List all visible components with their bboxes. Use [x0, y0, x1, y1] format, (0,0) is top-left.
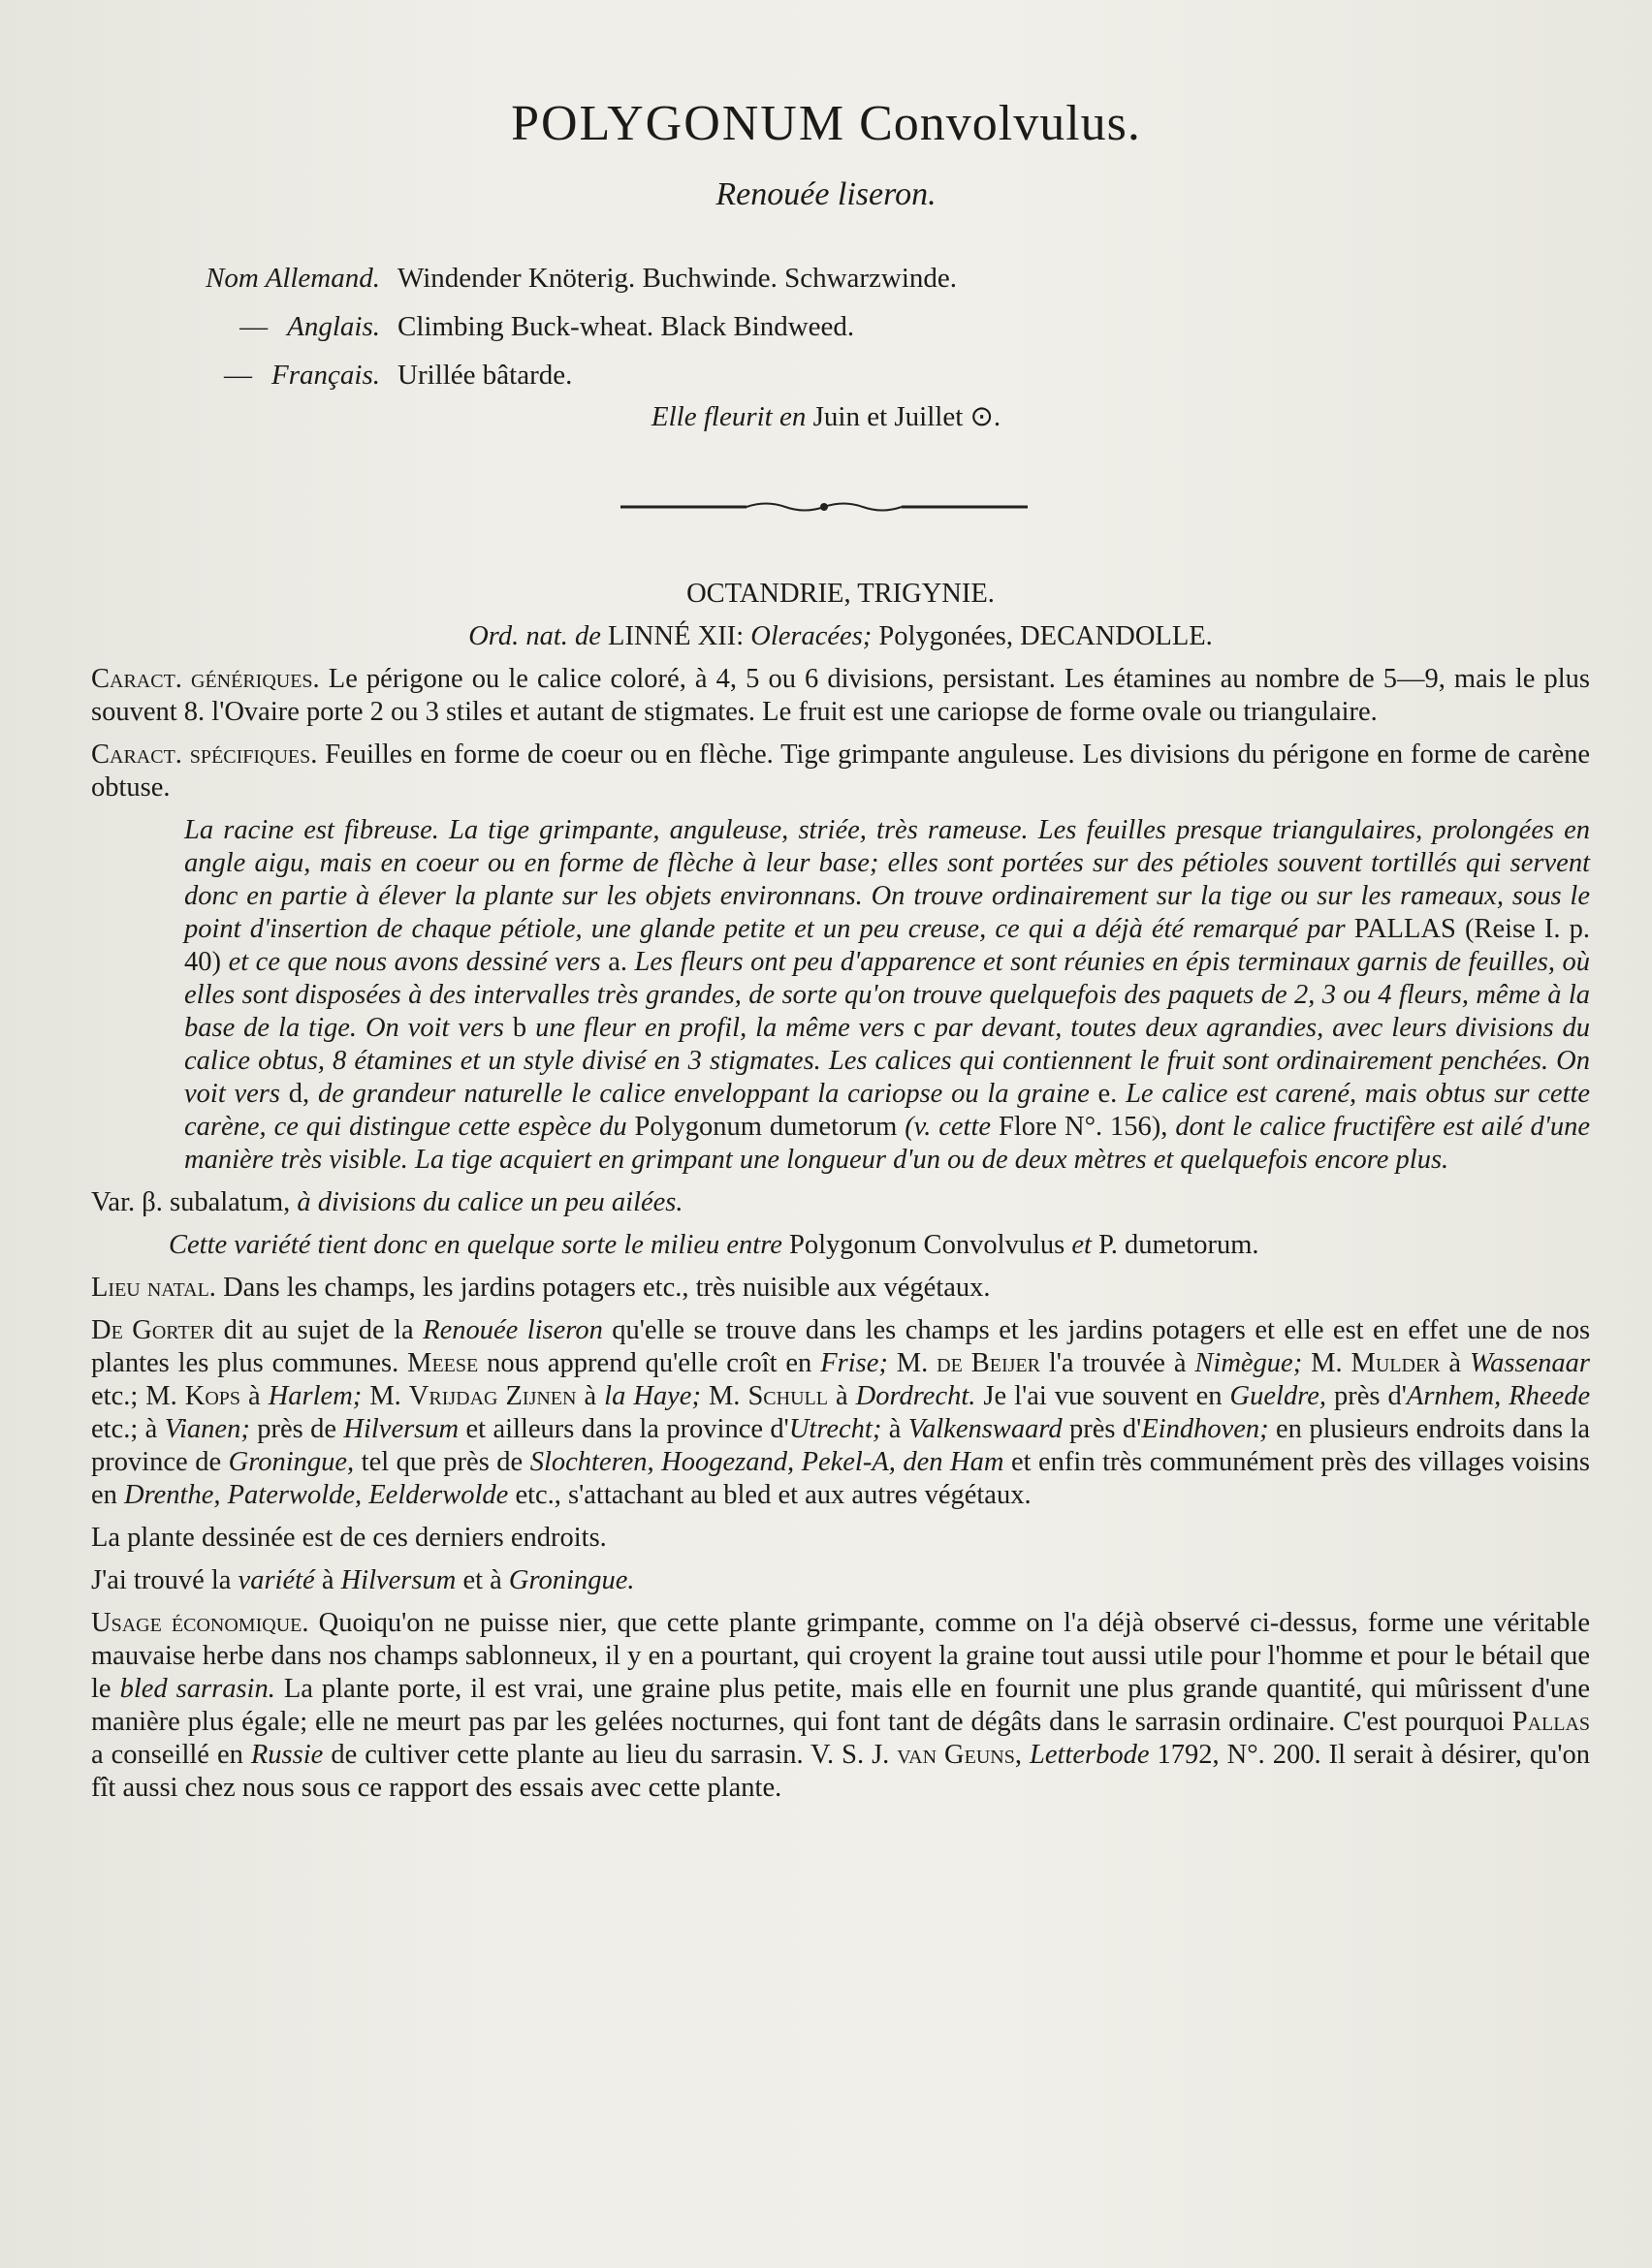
- common-name-row: [145, 351, 957, 399]
- place: Groningue,: [228, 1447, 355, 1477]
- language: Nom Allemand.: [206, 263, 380, 294]
- common-name-row: [145, 254, 957, 302]
- author: LINNÉ: [608, 621, 691, 651]
- text: et ailleurs dans la province d': [465, 1414, 789, 1444]
- family-name: Oleracées;: [750, 621, 873, 651]
- localities: [91, 1314, 1590, 1512]
- author: Pallas: [1511, 1707, 1591, 1737]
- text: une fleur en profil, la même vers: [535, 1013, 905, 1043]
- section-text: Dans les champs, les jardins potagers etc., très nuisible aux végétaux.: [223, 1273, 991, 1303]
- flowering-line: [0, 399, 1652, 433]
- names: Climbing Buck-wheat. Black Bindweed.: [397, 311, 855, 342]
- text: variété: [238, 1565, 315, 1595]
- text: de cultiver cette plante au lieu du sarrasin. V.: [331, 1740, 835, 1770]
- text: tel que près de: [361, 1447, 524, 1477]
- text: M.: [896, 1348, 929, 1378]
- section-label: Caract. génériques.: [91, 664, 320, 694]
- text: par devant, toutes deux agrandies, avec leurs divisions du calice obtus, 8 étamines et un style divisé en 3 stigmates. Les calices qui contiennent le fruit sont ordinairement penchées. On voit vers: [184, 1013, 1591, 1109]
- figure-ref: e.: [1097, 1079, 1118, 1109]
- text: à: [248, 1381, 261, 1411]
- author: Mulder: [1350, 1348, 1441, 1378]
- text: en plusieurs endroits dans la province de: [91, 1414, 1591, 1477]
- text: M.: [369, 1381, 401, 1411]
- text: à: [1448, 1348, 1462, 1378]
- place: Gueldre,: [1229, 1381, 1327, 1411]
- text: et à: [462, 1565, 502, 1595]
- language-label: [145, 302, 397, 351]
- text: dont le calice fructifère est ailé d'une manière très visible. La tige acquiert en grimpant une longueur d'un ou de deux mètres et quelquefois encore plus.: [184, 1112, 1591, 1175]
- language: Français.: [271, 360, 380, 391]
- text: et enfin très communément près des villages voisins en: [91, 1447, 1590, 1510]
- specific-characters: [91, 739, 1590, 804]
- place: Groningue.: [508, 1565, 635, 1595]
- language: Anglais.: [287, 311, 380, 342]
- place: Arnhem, Rheede: [1406, 1381, 1591, 1411]
- generic-characters: [91, 663, 1590, 729]
- text: à: [835, 1381, 848, 1411]
- place: Russie: [250, 1740, 324, 1770]
- place: Harlem;: [268, 1381, 363, 1411]
- variety-label: Var. β. subalatum,: [91, 1187, 291, 1217]
- section-label: Caract. spécifiques.: [91, 740, 318, 770]
- text: a conseillé en: [91, 1740, 243, 1770]
- place: Slochteren, Hoogezand, Pekel-A, den Ham: [529, 1447, 1004, 1477]
- habitat: [91, 1272, 1590, 1305]
- language-label: [145, 351, 397, 399]
- variety: [91, 1186, 1590, 1219]
- author: De Gorter: [91, 1315, 215, 1345]
- dash: —: [224, 360, 253, 391]
- text: 1792, N°. 200. Il serait à désirer, qu'on fît aussi chez nous sous ce rapport des essais avec cette plante.: [91, 1740, 1591, 1803]
- place: Drenthe, Paterwolde, Eelderwolde: [124, 1480, 509, 1510]
- place: Valkenswaard: [907, 1414, 1063, 1444]
- place: Hilversum: [340, 1565, 457, 1595]
- author: S. J. van Geuns,: [842, 1740, 1022, 1770]
- place: Eindhoven;: [1141, 1414, 1269, 1444]
- place: Vianen;: [164, 1414, 250, 1444]
- place: la Haye;: [604, 1381, 701, 1411]
- text: (v. cette: [905, 1112, 992, 1142]
- place: Nimègue;: [1194, 1348, 1303, 1378]
- place: Hilversum: [343, 1414, 460, 1444]
- found-note: [91, 1564, 1590, 1597]
- place: Utrecht;: [788, 1414, 882, 1444]
- reference: Flore N°. 156),: [998, 1112, 1168, 1142]
- text: et ce que nous avons dessiné vers: [228, 947, 601, 977]
- names: Urillée bâtarde.: [397, 360, 573, 391]
- species-name: Polygonum dumetorum: [634, 1112, 898, 1142]
- text: nous apprend qu'elle croît en: [487, 1348, 812, 1378]
- flowering-prefix: Elle fleurit en: [651, 401, 807, 432]
- text: à: [321, 1565, 334, 1595]
- text: dit au sujet de la: [223, 1315, 414, 1345]
- order-number: XII:: [697, 621, 745, 651]
- order-text: Ord. nat. de: [468, 621, 601, 651]
- text: Les fleurs ont peu d'apparence et sont réunies en épis terminaux garnis de feuilles, où elles sont disposées à des intervalles très grandes, de sorte qu'on trouve quelquefois des paquets de 2, 3 ou 4 fleurs, même à la base de la tige. On voit vers: [184, 947, 1591, 1043]
- text: l'a trouvée à: [1048, 1348, 1187, 1378]
- text: près d': [1334, 1381, 1407, 1411]
- author: Schull: [747, 1381, 828, 1411]
- description: [91, 814, 1590, 1177]
- reference: (Reise I. p. 40): [184, 914, 1590, 977]
- author: Meese: [407, 1348, 479, 1378]
- annual-symbol: ⊙.: [969, 401, 1001, 432]
- names: Windender Knöterig. Buchwinde. Schwarzwinde.: [397, 263, 958, 294]
- variety-text: à divisions du calice un peu ailées.: [297, 1187, 683, 1217]
- text: La plante porte, il est vrai, une graine plus petite, mais elle en fournit une plus grande quantité, qui mûrissent d'une manière plus égale; elle ne meurt pas par les gelées nocturnes, qui font tant de dégâts dans le sarrasin ordinaire. C'est pourquoi: [91, 1674, 1591, 1737]
- language-label: [145, 254, 397, 302]
- title-species: Convolvulus.: [859, 96, 1141, 151]
- text: etc.; à: [91, 1414, 158, 1444]
- text: de grandeur naturelle le calice enveloppant la cariopse ou la graine: [317, 1079, 1090, 1109]
- page-title: [0, 95, 1652, 152]
- family-name: Polygonées,: [878, 621, 1013, 651]
- title-genus: POLYGONUM: [511, 96, 846, 151]
- text: etc., s'attachant au bled et aux autres végétaux.: [515, 1480, 1032, 1510]
- text: près de: [257, 1414, 336, 1444]
- author: de Beijer: [937, 1348, 1040, 1378]
- text: Le calice est carené, mais obtus sur cette carène, ce qui distingue cette espèce du: [184, 1079, 1591, 1142]
- text: près d': [1069, 1414, 1142, 1444]
- section-label: Lieu natal.: [91, 1273, 216, 1303]
- text: M.: [708, 1381, 741, 1411]
- publication: Letterbode: [1030, 1740, 1150, 1770]
- text: La racine est fibreuse. La tige grimpante, anguleuse, striée, très rameuse. Les feuilles presque triangulaires, prolongées en angle aigu, mais en coeur ou en forme de flèche à leur base; elles sont portées sur des pétioles souvent tortillés qui servent donc en partie à élever la plante sur les objets environnans. On trouve ordinairement sur la tige ou sur les rameaux, sous le point d'insertion de chaque pétiole, une glande petite et un peu creuse, ce qui a déjà été remarqué par: [184, 815, 1590, 944]
- economic-use: [91, 1607, 1590, 1805]
- place: Wassenaar: [1469, 1348, 1591, 1378]
- place: Dordrecht.: [855, 1381, 976, 1411]
- text: J'ai trouvé la: [91, 1565, 232, 1595]
- figure-ref: b: [512, 1013, 527, 1043]
- text: Je l'ai vue souvent en: [983, 1381, 1223, 1411]
- body-text: [91, 578, 1590, 1814]
- classification: OCTANDRIE, TRIGYNIE.: [686, 579, 995, 609]
- variety-note: [91, 1229, 1590, 1262]
- figure-ref: d,: [288, 1079, 310, 1109]
- drawn-note: La plante dessinée est de ces derniers endroits.: [91, 1523, 607, 1553]
- common-names: [145, 254, 957, 399]
- place: Renouée liseron: [423, 1315, 603, 1345]
- author: Vrijdag Zijnen: [408, 1381, 577, 1411]
- page-subtitle: Renouée liseron.: [715, 176, 937, 212]
- text: etc.; M.: [91, 1381, 177, 1411]
- text: et: [1071, 1230, 1092, 1260]
- author: Kops: [184, 1381, 241, 1411]
- text: à: [584, 1381, 597, 1411]
- text: qu'elle se trouve dans les champs et les jardins potagers et elle est en effet une de nos plantes les plus communes.: [91, 1315, 1591, 1378]
- figure-ref: a.: [608, 947, 627, 977]
- section-label: Usage économique.: [91, 1608, 309, 1638]
- text: Cette variété tient donc en quelque sorte le milieu entre: [169, 1230, 782, 1260]
- text: M.: [1311, 1348, 1343, 1378]
- dash: —: [239, 311, 269, 342]
- author: DECANDOLLE.: [1020, 621, 1213, 651]
- ornament-divider: [620, 496, 1028, 518]
- section-text: Le périgone ou le calice coloré, à 4, 5 ou 6 divisions, persistant. Les étamines au nombre de 5—9, mais le plus souvent 8. l'Ovaire porte 2 ou 3 stiles et autant de stigmates. Le fruit est une cariopse de forme ovale ou triangulaire.: [91, 664, 1591, 727]
- species-name: P. dumetorum.: [1098, 1230, 1259, 1260]
- place: Frise;: [820, 1348, 888, 1378]
- natural-order: [91, 620, 1590, 653]
- section-text: Feuilles en forme de coeur ou en flèche. Tige grimpante anguleuse. Les divisions du périgone en forme de carène obtuse.: [91, 740, 1590, 803]
- author: PALLAS: [1353, 914, 1456, 944]
- common-name-row: [145, 302, 957, 351]
- flowering-months: Juin et Juillet: [812, 401, 964, 432]
- figure-ref: c: [913, 1013, 926, 1043]
- text: bled sarrasin.: [119, 1674, 275, 1704]
- species-name: Polygonum Convolvulus: [789, 1230, 1065, 1260]
- text: Quoiqu'on ne puisse nier, que cette plante grimpante, comme on l'a déjà observé ci-dessus, forme une véritable mauvaise herbe dans nos champs sablonneux, il y en a pourtant, qui croyent la graine tout aussi utile pour l'homme et pour le bétail que le: [91, 1608, 1590, 1704]
- text: à: [888, 1414, 902, 1444]
